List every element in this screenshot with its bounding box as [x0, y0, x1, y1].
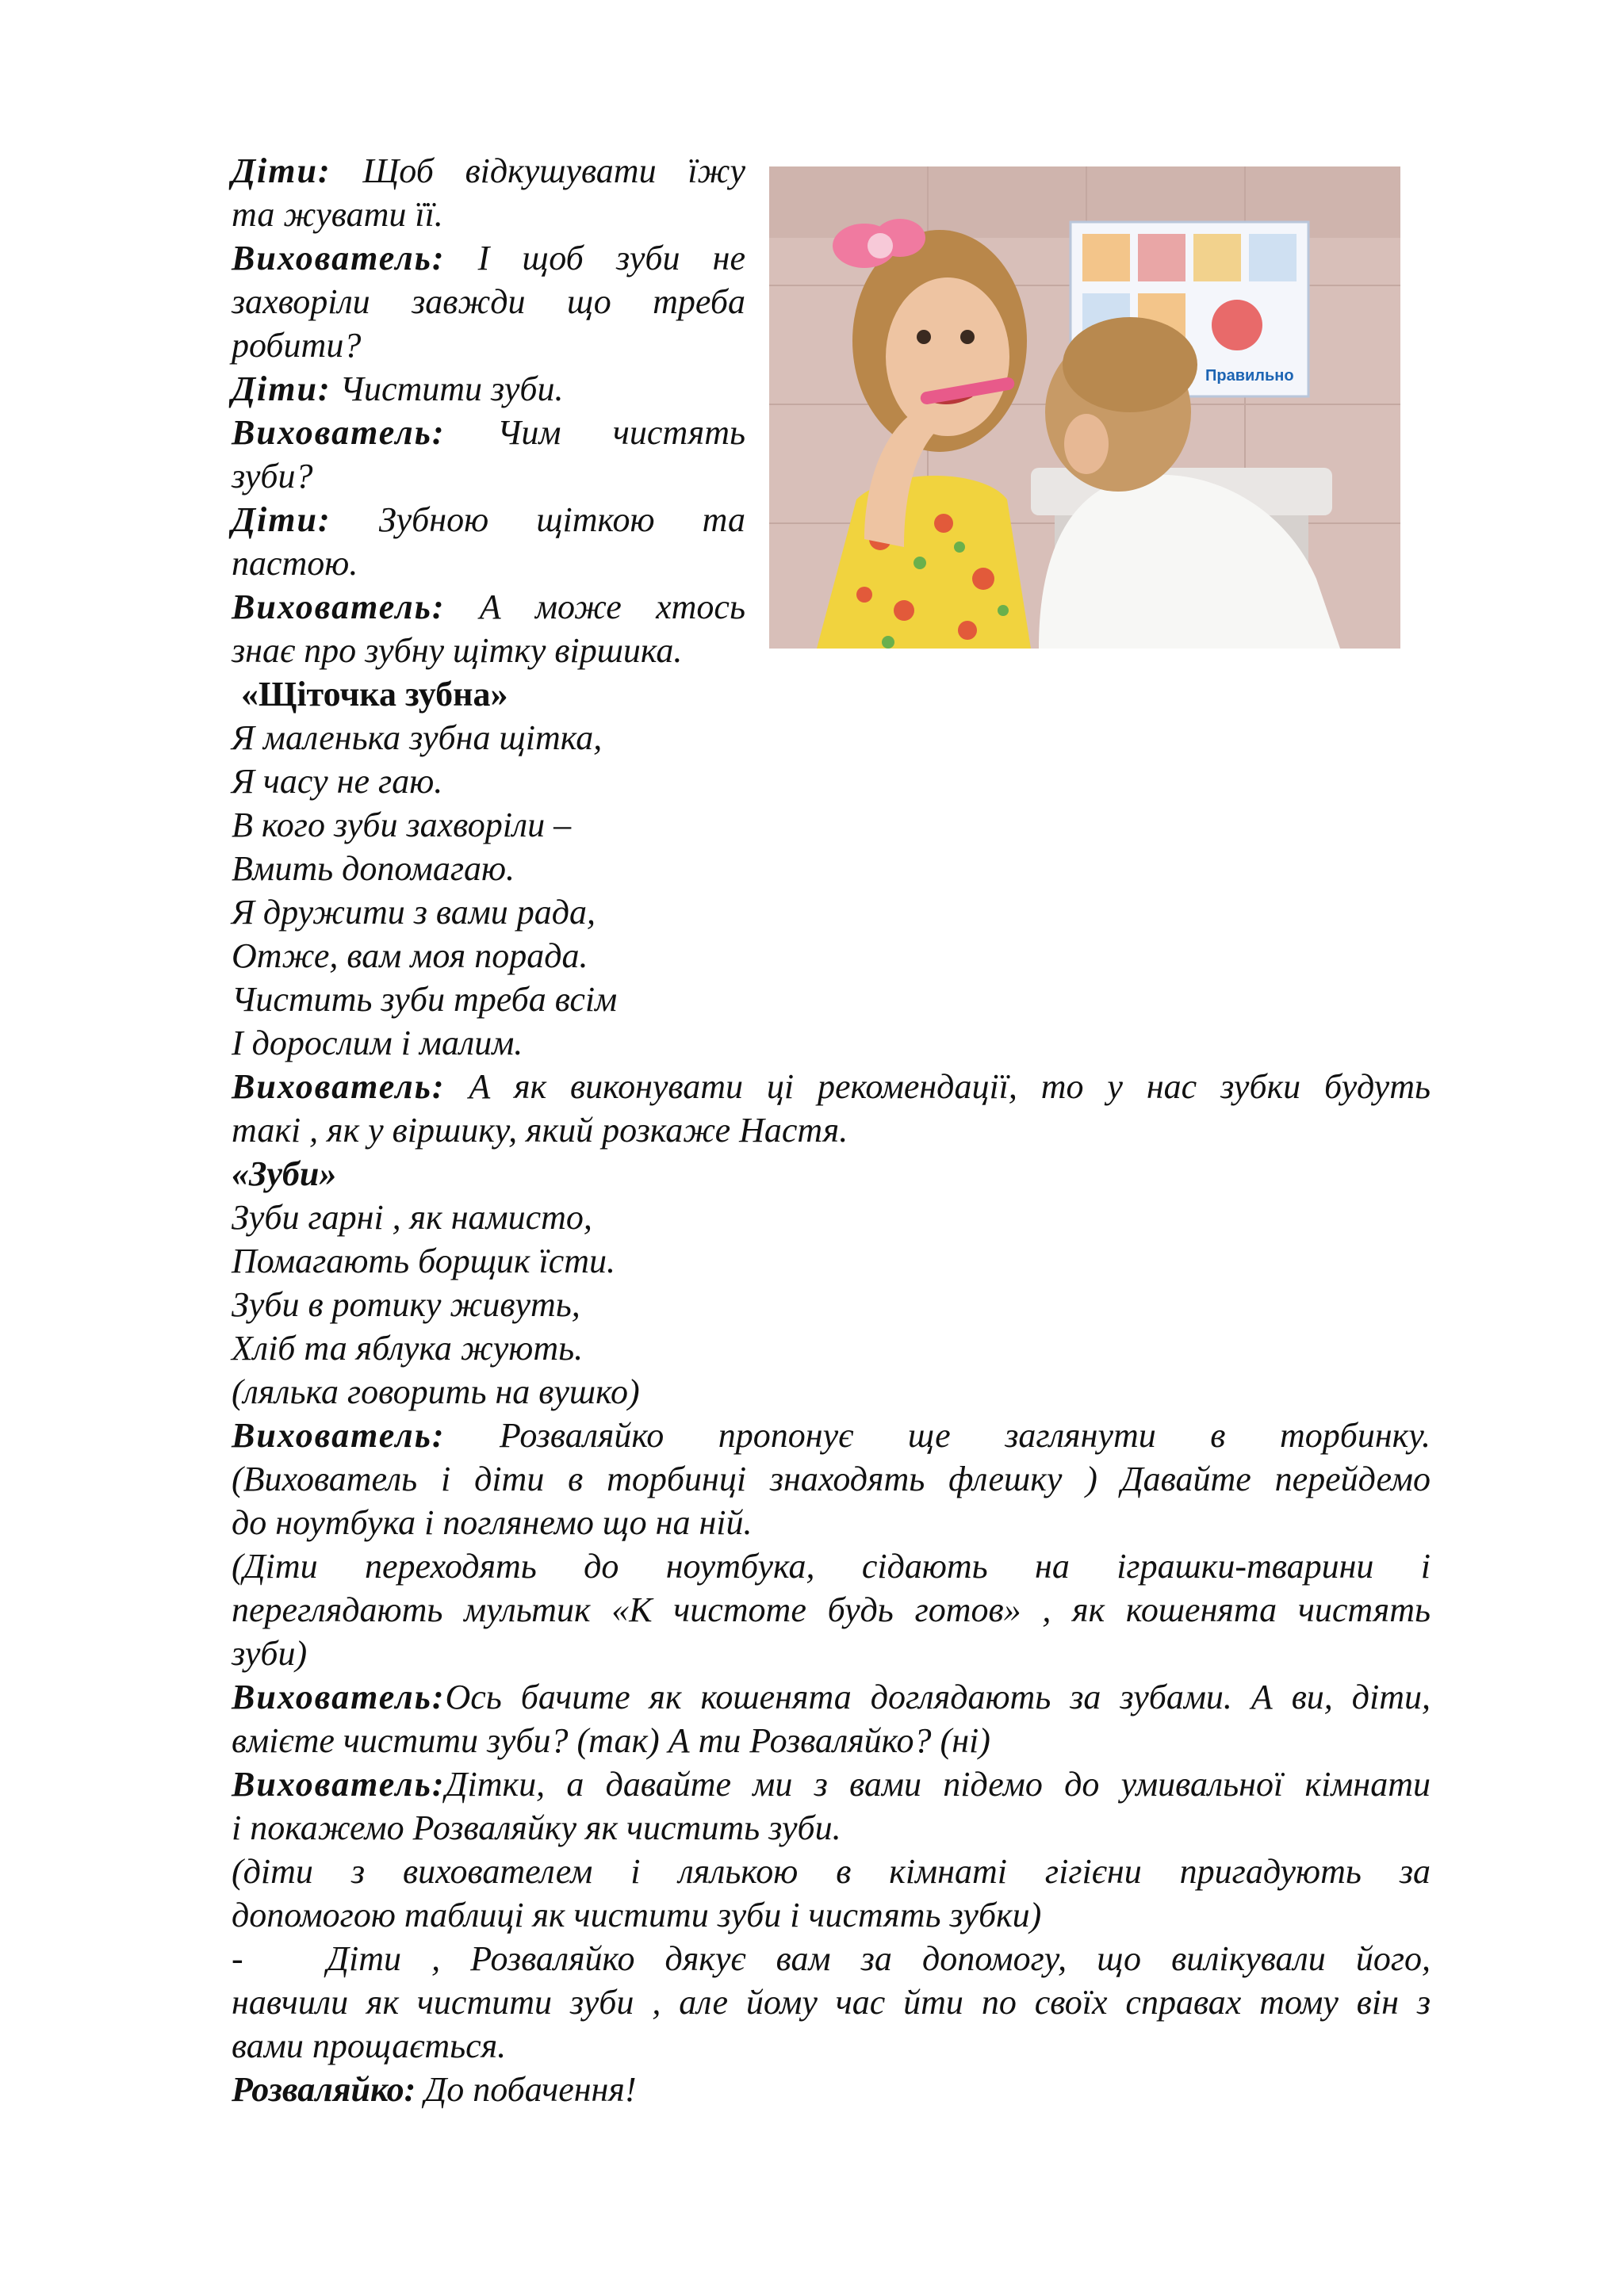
- poem-line: Зуби гарні , як намисто,: [232, 1198, 592, 1237]
- paragraph-line: до ноутбука і поглянемо що на ній.: [232, 1503, 753, 1542]
- dialogue-text: І щоб зуби не: [477, 239, 745, 277]
- dialogue-text: Чистити зуби.: [339, 369, 564, 408]
- paragraph-line: вами прощається.: [232, 2026, 507, 2065]
- paragraph-text: До побачення!: [424, 2070, 637, 2109]
- document-text: [232, 149, 1431, 2111]
- paragraph-text: Діти , Розваляйко дякує вам за допомогу, що вилікували його,: [327, 1939, 1431, 1978]
- speaker-label: Вихователь:: [232, 239, 446, 277]
- poem-line: Помагають борщик їсти.: [232, 1242, 616, 1280]
- paragraph-line: [232, 2068, 1431, 2111]
- dialogue-text: захворіли завжди що треба: [232, 282, 745, 321]
- paragraph-line: зуби): [232, 1634, 308, 1673]
- dialogue-text: пастою.: [232, 544, 358, 583]
- paragraph-line: (Вихователь і діти в торбинці знаходять флешку ) Давайте перейдемо: [232, 1460, 1431, 1498]
- paragraph-line: допомогою таблиці як чистити зуби і чистять зубки): [232, 1896, 1042, 1934]
- paragraph-line: [232, 1675, 1431, 1719]
- dialogue-line: [232, 585, 745, 629]
- poem-title: «Зуби»: [232, 1154, 337, 1193]
- poem-line: Хліб та яблука жують.: [232, 1329, 584, 1368]
- poem-line: В кого зуби захворіли –: [232, 806, 572, 844]
- poem-title: «Щіточка зубна»: [241, 675, 508, 714]
- paragraph-line: вмієте чистити зуби? (так) А ти Розваляйко? (ні): [232, 1721, 990, 1760]
- poem-line: І дорослим і малим.: [232, 1024, 523, 1062]
- poem-line: Я маленька зубна щітка,: [232, 718, 603, 757]
- speaker-label: Вихователь:: [232, 1678, 446, 1716]
- poem-line: Зуби в ротику живуть,: [232, 1285, 580, 1324]
- stage-direction: (лялька говорить на вушко): [232, 1372, 640, 1411]
- dialogue-line: [232, 411, 745, 454]
- poem-line: Вмить допомагаю.: [232, 849, 515, 888]
- speaker-label: Діти:: [232, 369, 331, 408]
- dialogue-text: Зубною щіткою та: [378, 500, 745, 539]
- dialogue-text: зуби?: [232, 457, 313, 496]
- dialogue-text: та жувати її.: [232, 195, 443, 234]
- poem-line: Отже, вам моя порада.: [232, 936, 588, 975]
- poster-caption: Правильно: [1205, 367, 1294, 385]
- speaker-label: Вихователь:: [232, 587, 446, 626]
- dialogue-line: [232, 149, 745, 193]
- speaker-label: Діти:: [232, 151, 331, 190]
- paragraph-text: Розваляйко пропонує ще заглянути в торбинку.: [500, 1416, 1431, 1455]
- speaker-label: Вихователь:: [232, 1765, 446, 1804]
- paragraph-line: [232, 1065, 1431, 1108]
- dialogue-text: А може хтось: [479, 587, 745, 626]
- dialogue-beside-photo: [232, 149, 745, 672]
- paragraph-line: навчили як чистити зуби , але йому час йти по своїх справах тому він з: [232, 1983, 1431, 2022]
- dialogue-text: Чим чистять: [497, 413, 746, 452]
- paragraph-text: А як виконувати ці рекомендації, то у нас зубки будуть: [469, 1067, 1431, 1106]
- dash-paragraph-line: [232, 1937, 1431, 1980]
- speaker-label: Вихователь:: [232, 413, 446, 452]
- speaker-label: Розваляйко:: [232, 2070, 416, 2109]
- dialogue-line: [232, 367, 745, 411]
- dialogue-line: [232, 236, 745, 280]
- list-dash: -: [232, 1939, 243, 1978]
- paragraph-line: такі , як у віршику, який розкаже Настя.: [232, 1111, 848, 1150]
- poem-line: Чистить зуби треба всім: [232, 980, 618, 1019]
- poem-line: Я дружити з вами рада,: [232, 893, 596, 932]
- speaker-label: Вихователь:: [232, 1067, 446, 1106]
- dialogue-text: робити?: [232, 326, 362, 365]
- paragraph-line: переглядають мультик «К чистоте будь готов» , як кошенята чистять: [232, 1590, 1431, 1629]
- paragraph-line: [232, 1414, 1431, 1457]
- dialogue-line: [232, 498, 745, 541]
- paragraph-line: [232, 1762, 1431, 1806]
- dialogue-text: знає про зубну щітку віршика.: [232, 631, 683, 670]
- paragraph-text: Ось бачите як кошенята доглядають за зубами. А ви, діти,: [445, 1678, 1431, 1716]
- paragraph-line: (Діти переходять до ноутбука, сідають на іграшки-тварини і: [232, 1547, 1431, 1586]
- paragraph-line: (діти з вихователем і лялькою в кімнаті гігієни пригадують за: [232, 1852, 1431, 1891]
- paragraph-text: Дітки, а давайте ми з вами підемо до умивальної кімнати: [445, 1765, 1431, 1804]
- dialogue-text: Щоб відкушувати їжу: [362, 151, 746, 190]
- poem-line: Я часу не гаю.: [232, 762, 443, 801]
- paragraph-line: і покажемо Розваляйку як чистить зуби.: [232, 1808, 841, 1847]
- speaker-label: Вихователь:: [232, 1416, 446, 1455]
- speaker-label: Діти:: [232, 500, 331, 539]
